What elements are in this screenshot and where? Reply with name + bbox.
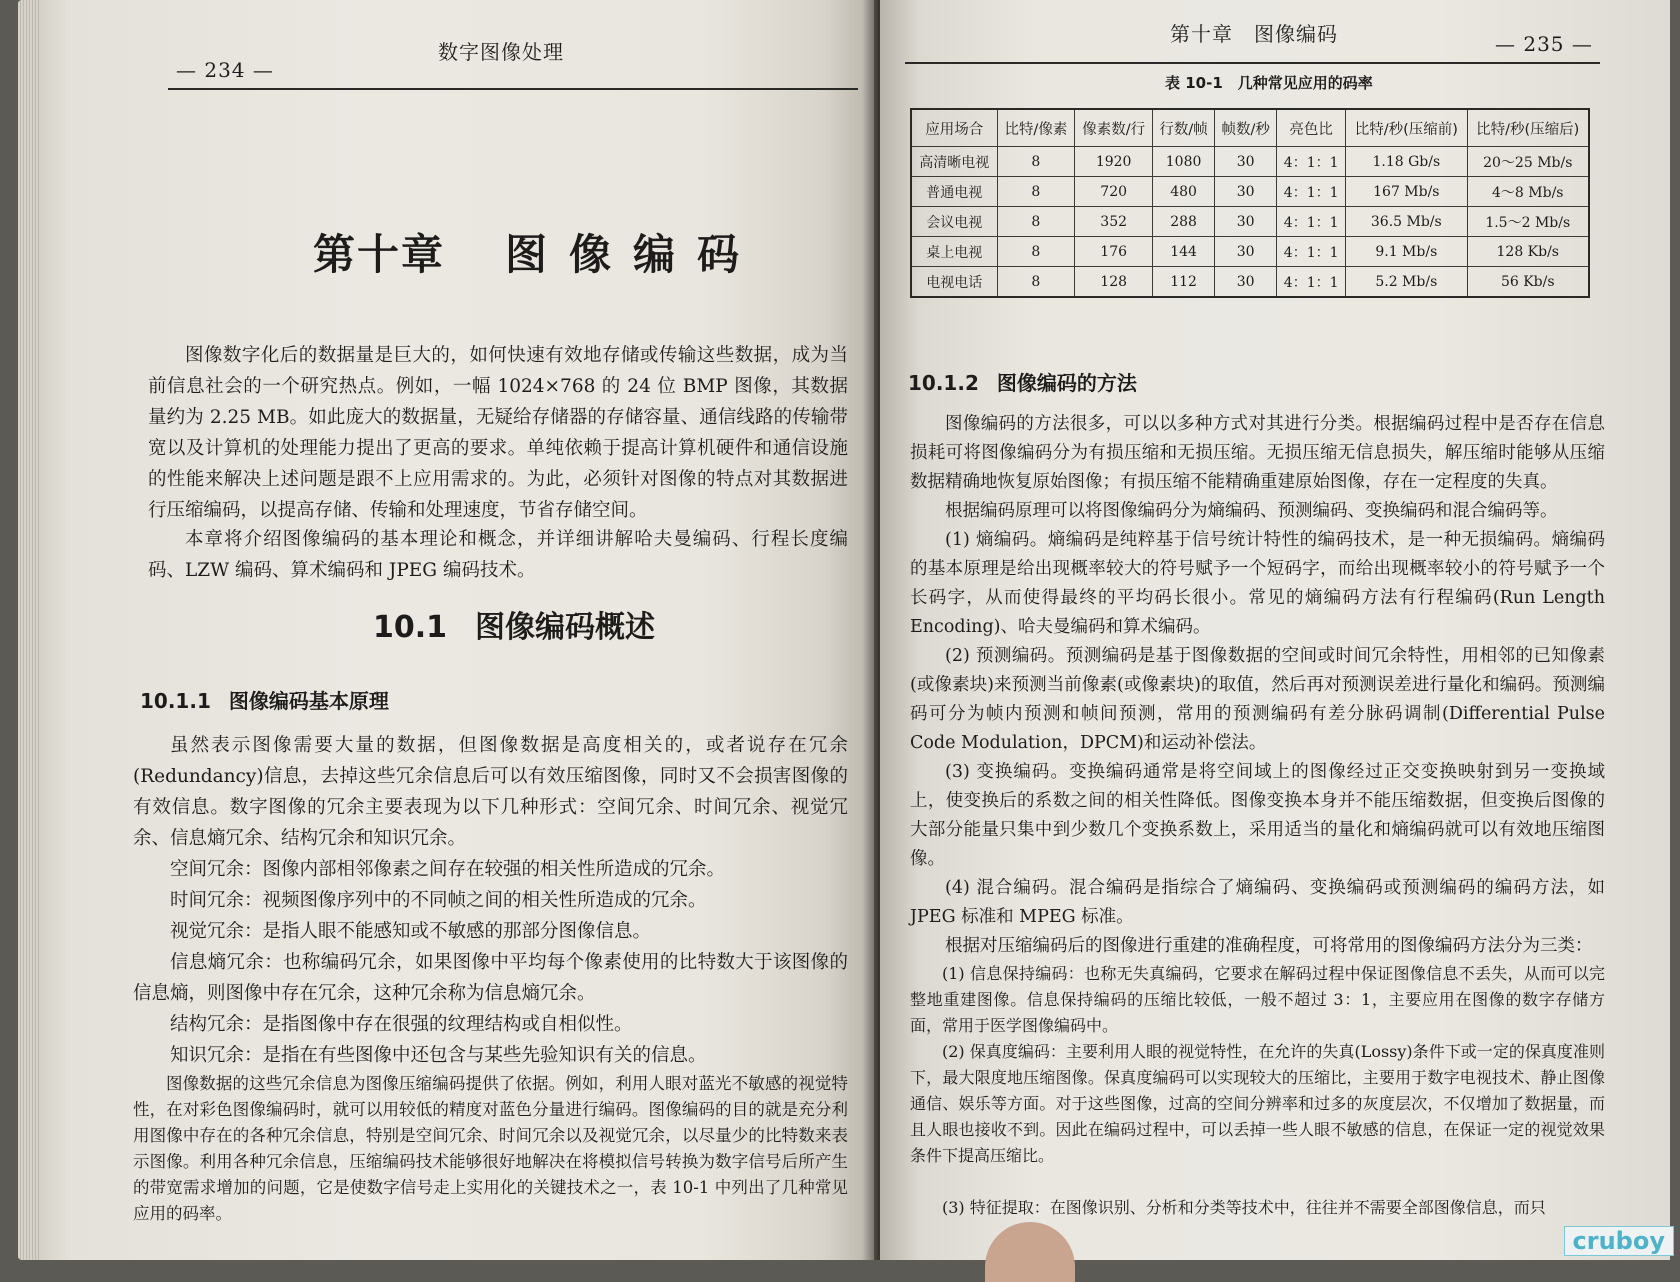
intro-paragraph-2: 本章将介绍图像编码的基本理论和概念，并详细讲解哈夫曼编码、行程长度编码、LZW 编码、算术编码和 JPEG 编码技术。 — [148, 529, 848, 581]
subsection-number: 10.1.1 — [140, 689, 211, 713]
table-cell: 56 Kb/s — [1467, 267, 1589, 298]
table-header-row — [911, 109, 1589, 147]
table-cell: 高清晰电视 — [911, 147, 997, 177]
subsection-heading-right — [908, 367, 1137, 396]
right-page-number: — 235 — — [1495, 32, 1593, 56]
section-heading — [373, 602, 655, 646]
body-paragraph-3: 时间冗余：视频图像序列中的不同帧之间的相关性所造成的冗余。 — [170, 890, 707, 911]
table-cell: 5.2 Mb/s — [1346, 267, 1467, 298]
table-cell: 8 — [997, 237, 1075, 267]
right-running-head: 第十章 图像编码 — [1170, 22, 1338, 46]
right-paragraph-9: (2) 保真度编码：主要利用人眼的视觉特性，在允许的失真(Lossy)条件下或一定的保真度准则下，最大限度地压缩图像。保真度编码可以实现较大的压缩比，主要用于数字电视技术、静止图像通信、娱乐等方面。对于这些图像，过高的空间分辨率和过多的灰度层次，不仅增加了数据量，而且人眼也接收不到。因此在编码过程中，可以丢掉一些人眼不敏感的信息，在保证一定的视觉效果条件下提高压缩比。 — [910, 1042, 1605, 1165]
right-paragraph-1: 图像编码的方法很多，可以以多种方式对其进行分类。根据编码过程中是否存在信息损耗可将图像编码分为有损压缩和无损压缩。无损压缩无信息损失，解压缩时能够从压缩数据精确地恢复原始图像；有损压缩不能精确重建原始图像，存在一定程度的失真。 — [910, 414, 1605, 492]
table-cell: 1920 — [1075, 147, 1153, 177]
body-paragraph-6: 结构冗余：是指图像中存在很强的纹理结构或自相似性。 — [170, 1014, 633, 1035]
table-cell: 8 — [997, 267, 1075, 298]
table-cell: 8 — [997, 177, 1075, 207]
body-paragraph-7: 知识冗余：是指在有些图像中还包含与某些先验知识有关的信息。 — [170, 1045, 707, 1066]
chapter-label: 第十章 — [313, 230, 446, 279]
table-cell: 30 — [1215, 177, 1277, 207]
table-row — [911, 267, 1589, 298]
table-caption: 表 10-1 几种常见应用的码率 — [1165, 74, 1373, 92]
body-paragraph-4: 视觉冗余：是指人眼不能感知或不敏感的那部分图像信息。 — [170, 921, 652, 942]
table-cell: 9.1 Mb/s — [1346, 237, 1467, 267]
right-paragraph-7: 根据对压缩编码后的图像进行重建的准确程度，可将常用的图像编码方法分为三类： — [945, 936, 1593, 956]
table-cell: 30 — [1215, 237, 1277, 267]
table-header-cell: 亮色比 — [1277, 109, 1346, 147]
right-paragraph-3: (1) 熵编码。熵编码是纯粹基于信号统计特性的编码技术，是一种无损编码。熵编码的基本原理是给出现概率较大的符号赋予一个短码字，而给出现概率较小的符号赋予一个长码字，从而使得最终的平均码长很小。常见的熵编码方法有行程编码(Run Length Encoding)、哈夫曼编码和算术编码。 — [910, 530, 1605, 637]
intro-paragraph-1: 图像数字化后的数据量是巨大的，如何快速有效地存储或传输这些数据，成为当前信息社会的一个研究热点。例如，一幅 1024×768 的 24 位 BMP 图像，其数据量约为 2.25 MB。如此庞大的数据量，无疑给存储器的存储容量、通信线路的传输带宽以及计算机的处理能力提出了更高的要求。单纯依赖于提高计算机硬件和通信设施的性能来解决上述问题是跟不上应用需求的。为此，必须针对图像的特点对其数据进行压缩编码，以提高存储、传输和处理速度，节省存储空间。 — [148, 345, 848, 521]
table-cell: 288 — [1153, 207, 1215, 237]
table-header-cell: 比特/像素 — [997, 109, 1075, 147]
left-page-number: — 234 — — [176, 58, 274, 82]
subsection-title: 图像编码基本原理 — [228, 689, 389, 713]
table-cell: 144 — [1153, 237, 1215, 267]
section-number: 10.1 — [373, 610, 448, 645]
section-title: 图像编码概述 — [475, 610, 656, 645]
chapter-title — [313, 222, 761, 282]
body-paragraph-1: 虽然表示图像需要大量的数据，但图像数据是高度相关的，或者说存在冗余(Redundancy)信息，去掉这些冗余信息后可以有效压缩图像，同时又不会损害图像的有效信息。数字图像的冗余主要表现为以下几种形式：空间冗余、时间冗余、视觉冗余、信息熵冗余、结构冗余和知识冗余。 — [133, 735, 848, 849]
table-cell: 128 Kb/s — [1467, 237, 1589, 267]
watermark: cruboy — [1564, 1226, 1674, 1256]
table-cell: 128 — [1075, 267, 1153, 298]
table-header-cell: 帧数/秒 — [1215, 109, 1277, 147]
table-header-cell: 行数/帧 — [1153, 109, 1215, 147]
table-cell: 30 — [1215, 207, 1277, 237]
table-row — [911, 207, 1589, 237]
table-cell: 480 — [1153, 177, 1215, 207]
table-cell: 167 Mb/s — [1346, 177, 1467, 207]
table-header-cell: 应用场合 — [911, 109, 997, 147]
table-cell: 4～8 Mb/s — [1467, 177, 1589, 207]
table-cell: 4：1：1 — [1277, 177, 1346, 207]
right-paragraph-4: (2) 预测编码。预测编码是基于图像数据的空间或时间冗余特性，用相邻的已知像素(或像素块)来预测当前像素(或像素块)的取值，然后再对预测误差进行量化和编码。预测编码可分为帧内预测和帧间预测，常用的预测编码有差分脉码调制(Differential Pulse Code Modulation，DPCM)和运动补偿法。 — [910, 646, 1605, 753]
table-cell: 20～25 Mb/s — [1467, 147, 1589, 177]
right-paragraph-5: (3) 变换编码。变换编码通常是将空间域上的图像经过正交变换映射到另一变换域上，使变换后的系数之间的相关性降低。图像变换本身并不能压缩数据，但变换后图像的大部分能量只集中到少数几个变换系数上，采用适当的量化和熵编码就可以有效地压缩图像。 — [910, 762, 1605, 869]
body-paragraph-2: 空间冗余：图像内部相邻像素之间存在较强的相关性所造成的冗余。 — [170, 859, 726, 880]
body-paragraph-5: 信息熵冗余：也称编码冗余，如果图像中平均每个像素使用的比特数大于该图像的信息熵，则图像中存在冗余，这种冗余称为信息熵冗余。 — [133, 952, 848, 1004]
table-cell: 30 — [1215, 267, 1277, 298]
right-paragraph-8: (1) 信息保持编码：也称无失真编码，它要求在解码过程中保证图像信息不丢失，从而可以完整地重建图像。信息保持编码的压缩比较低，一般不超过 3：1，主要应用在图像的数字存储方面，常用于医学图像编码中。 — [910, 964, 1605, 1035]
header-rule — [168, 88, 858, 90]
table-cell: 桌上电视 — [911, 237, 997, 267]
table-row — [911, 237, 1589, 267]
table-cell: 8 — [997, 147, 1075, 177]
left-running-head: 数字图像处理 — [438, 40, 564, 64]
table-cell: 普通电视 — [911, 177, 997, 207]
body-paragraph-8: 图像数据的这些冗余信息为图像压缩编码提供了依据。例如，利用人眼对蓝光不敏感的视觉特性，在对彩色图像编码时，就可以用较低的精度对蓝色分量进行编码。图像编码的目的就是充分利用图像中存在的各种冗余信息，特别是空间冗余、时间冗余以及视觉冗余，以尽量少的比特数来表示图像。利用各种冗余信息，压缩编码技术能够很好地解决在将模拟信号转换为数字信号后所产生的带宽需求增加的问题，它是使数字信号走上实用化的关键技术之一，表 10-1 中列出了几种常见应用的码率。 — [133, 1074, 848, 1223]
table-cell: 1080 — [1153, 147, 1215, 177]
table-cell: 112 — [1153, 267, 1215, 298]
header-rule-right — [905, 62, 1600, 64]
right-paragraph-2: 根据编码原理可以将图像编码分为熵编码、预测编码、变换编码和混合编码等。 — [945, 501, 1558, 521]
table-cell: 720 — [1075, 177, 1153, 207]
subsection-heading — [140, 685, 389, 714]
table-header-cell: 像素数/行 — [1075, 109, 1153, 147]
table-cell: 4：1：1 — [1277, 147, 1346, 177]
table-cell: 1.5～2 Mb/s — [1467, 207, 1589, 237]
right-page — [880, 0, 1670, 1260]
table-cell: 8 — [997, 207, 1075, 237]
right-paragraph-6: (4) 混合编码。混合编码是指综合了熵编码、变换编码或预测编码的编码方法，如 JPEG 标准和 MPEG 标准。 — [910, 878, 1605, 927]
subsection-title: 图像编码的方法 — [996, 371, 1137, 395]
table-row — [911, 177, 1589, 207]
table-cell: 352 — [1075, 207, 1153, 237]
table-cell: 1.18 Gb/s — [1346, 147, 1467, 177]
table-header-cell: 比特/秒(压缩前) — [1346, 109, 1467, 147]
table-header-cell: 比特/秒(压缩后) — [1467, 109, 1589, 147]
table-cell: 4：1：1 — [1277, 267, 1346, 298]
table-cell: 30 — [1215, 147, 1277, 177]
left-page — [18, 0, 874, 1260]
table-cell: 4：1：1 — [1277, 207, 1346, 237]
subsection-number: 10.1.2 — [908, 371, 979, 395]
table-cell: 36.5 Mb/s — [1346, 207, 1467, 237]
right-paragraph-10: (3) 特征提取：在图像识别、分析和分类等技术中，往往并不需要全部图像信息，而只 — [942, 1198, 1546, 1217]
chapter-name: 图像编码 — [505, 230, 762, 279]
table-cell: 电视电话 — [911, 267, 997, 298]
page-edge-stack — [18, 0, 40, 1260]
table-cell: 176 — [1075, 237, 1153, 267]
bitrate-table — [910, 108, 1590, 298]
table-cell: 4：1：1 — [1277, 237, 1346, 267]
table-row — [911, 147, 1589, 177]
table-cell: 会议电视 — [911, 207, 997, 237]
